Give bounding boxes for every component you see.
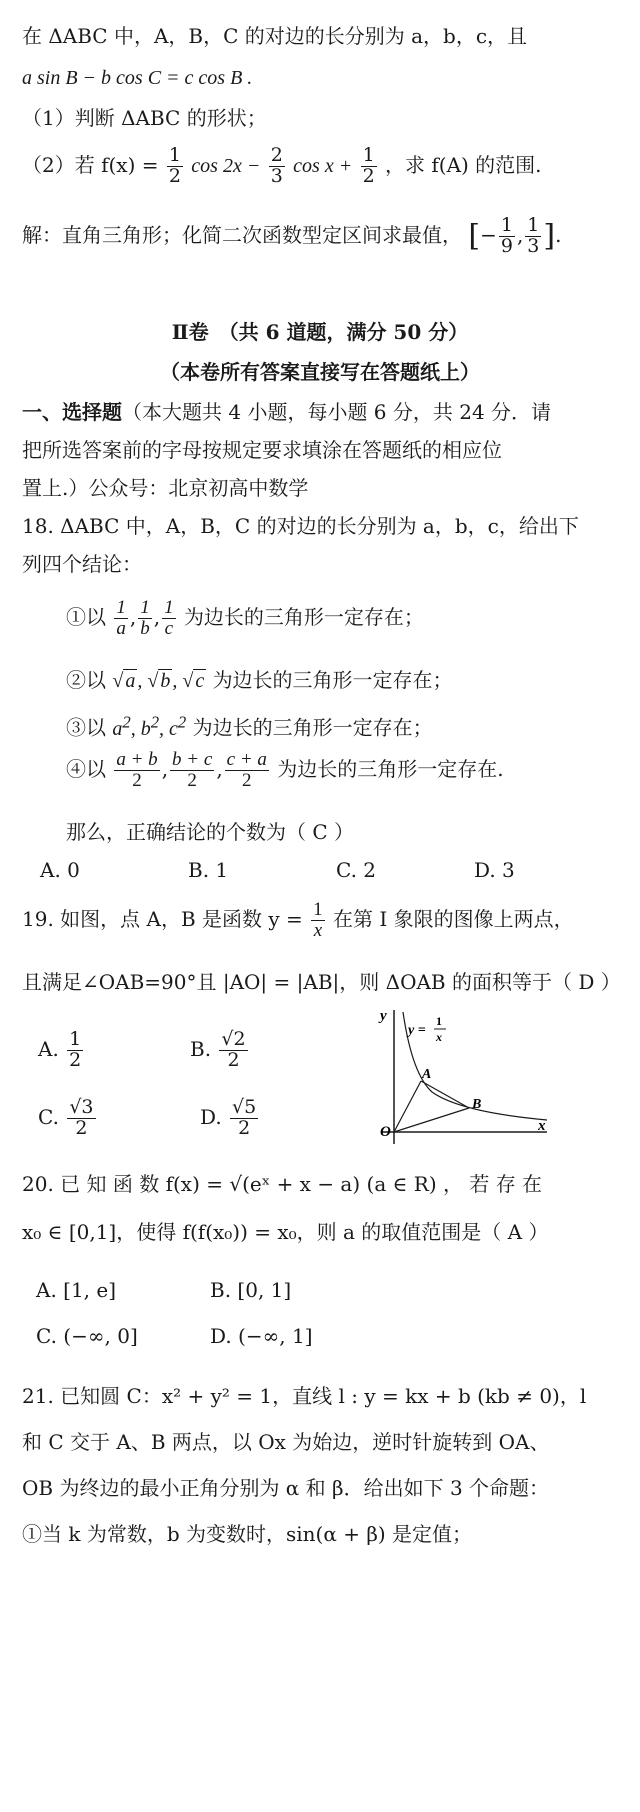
q19-option-a: A. $\frac{1}{2}$ (38, 1028, 82, 1071)
q18-conclusion-3: ③以 $a^2$, $b^2$, $c^2$ 为边长的三角形一定存在； (66, 712, 433, 740)
q18-stem: 18. ΔABC 中，A，B，C 的对边的长分别为 a，b，c，给出下 (22, 514, 579, 538)
q21-stem-2: 和 C 交于 A、B 两点，以 Ox 为始边，逆时针旋转到 OA、 (22, 1430, 550, 1454)
section-heading-line3: 置上.）公众号：北京初高中数学 (22, 476, 309, 500)
prev-part1: （1）判断 ΔABC 的形状； (22, 106, 267, 130)
q19-graph (372, 1004, 552, 1144)
q19-stem: 19. 如图，点 A，B 是函数 y = $\frac{1}{x}$ 在第 I 象限的图像上两点， (22, 899, 574, 941)
section-heading-line2: 把所选答案前的字母按规定要求填涂在答题纸的相应位 (22, 438, 502, 462)
graph-fn-label: y = (408, 1023, 426, 1038)
prev-condition: a sin B − b cos C = c cos B . (22, 67, 253, 89)
q19-stem-2: 且满足∠OAB=90°且 |AO| = |AB|，则 ΔOAB 的面积等于（ D ） (22, 970, 621, 994)
q18-conclusion-2: ②以 √ a , √ b , √ c 为边长的三角形一定存在； (66, 668, 453, 692)
section-title: Ⅱ卷 （共 6 道题，满分 50 分） (171, 320, 469, 344)
q18-option-d: D. 3 (474, 858, 515, 882)
q20-stem-2: x₀ ∈ [0,1]，使得 f(f(x₀)) = x₀，则 a 的取值范围是（ A ） (22, 1220, 549, 1244)
q21-stem: 21. 已知圆 C：x² + y² = 1，直线 l : y = kx + b (kb ≠ 0)，l (22, 1384, 587, 1408)
q18-option-b: B. 1 (188, 858, 229, 882)
segment-ab (421, 1081, 469, 1108)
q18-conclusion-1: ①以 $\frac{1}{a}$ , $\frac{1}{b}$ , $\frac{1}{c}$ 为边长的三角形一定存在； (66, 597, 424, 639)
q21-stem-3: OB 为终边的最小正角分别为 α 和 β．给出如下 3 个命题： (22, 1476, 550, 1500)
section-heading: 一、选择题（本大题共 4 小题，每小题 6 分，共 24 分．请 (22, 400, 552, 424)
q20-stem: 20. 已 知 函 数 f(x) = √(eˣ + x − a) (a ∈ R) ， 若 存 在 (22, 1172, 543, 1196)
graph-point-a: A (422, 1067, 432, 1082)
graph-y-label: y (380, 1008, 387, 1024)
prev-part2: （2）若 f(x) = $\frac{1}{2}$ cos 2x − $\frac{2}{3}$ cos x + $\frac{1}{2}$ ，求 f(A) 的范围. (22, 144, 542, 187)
q18-conclusion-4: ④以 $\frac{a + b}{2}$ , $\frac{b + c}{2}$ , $\frac{c + a}{2}$ 为边长的三角形一定存在. (66, 749, 504, 791)
graph-origin-label: O (380, 1124, 391, 1140)
graph-point-b: B (472, 1097, 482, 1112)
q20-option-a: A. [1, e] (36, 1278, 117, 1302)
q19-option-c: C. $\frac{√3}{2}$ (38, 1096, 94, 1139)
q18-ask: 那么，正确结论的个数为（ C ） (66, 820, 355, 844)
graph-x-label: x (538, 1118, 546, 1134)
q21-stem-4: ①当 k 为常数，b 为变数时，sin(α + β) 是定值； (22, 1522, 473, 1546)
prev-intro: 在 ΔABC 中，A，B，C 的对边的长分别为 a，b，c，且 (22, 24, 528, 48)
q20-option-b: B. [0, 1] (210, 1278, 292, 1302)
q20-option-d: D. (−∞, 1] (210, 1324, 313, 1348)
svg-text:1: 1 (436, 1014, 442, 1028)
q19-option-d: D. $\frac{√5}{2}$ (200, 1096, 257, 1139)
svg-text:x: x (436, 1030, 442, 1044)
prev-solution: 解：直角三角形；化简二次函数型定区间求最值， [− $\frac{1}{9}$ , $\frac{1}{3}$ ]. (22, 214, 562, 257)
q18-stem-2: 列四个结论： (22, 552, 142, 576)
q18-option-a: A. 0 (40, 858, 80, 882)
q20-option-c: C. (−∞, 0] (36, 1324, 138, 1348)
q19-option-b: B. $\frac{√2}{2}$ (190, 1028, 246, 1071)
q18-option-c: C. 2 (336, 858, 377, 882)
section-subtitle: （本卷所有答案直接写在答题纸上） (160, 360, 480, 384)
